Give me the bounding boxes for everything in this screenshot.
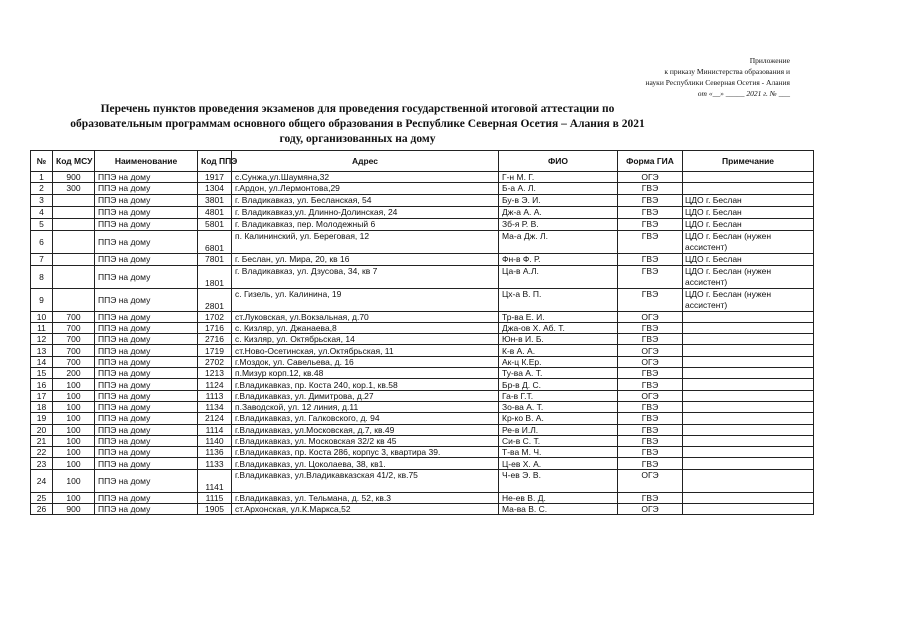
- table-row: [31, 334, 814, 345]
- row-number-cell: 9: [31, 288, 53, 311]
- title-line-2: образовательным программам основного общего образования в Республике Северная Осетия – Алания в 2021: [70, 118, 645, 130]
- table-row: [31, 401, 814, 412]
- address-cell: г.Владикавказ, ул. Цоколаева, 38, кв1.: [232, 458, 499, 469]
- fio-cell: Б-а А. Л.: [499, 183, 618, 194]
- address-cell: с. Кизляр, ул. Джанаева,8: [232, 322, 499, 333]
- address-cell: г.Моздок, ул. Савельева, д. 16: [232, 356, 499, 367]
- ppe-name-cell: ППЭ на дому: [95, 390, 198, 401]
- table-row: [31, 413, 814, 424]
- row-number-cell: 19: [31, 413, 53, 424]
- ppe-name-cell: ППЭ на дому: [95, 172, 198, 183]
- row-number-cell: 15: [31, 368, 53, 379]
- ppe-code-cell: 6801: [198, 230, 232, 253]
- ppe-code-cell: 2124: [198, 413, 232, 424]
- msu-code-cell: [53, 230, 95, 253]
- col-fio-header: ФИО: [499, 151, 618, 172]
- row-number-cell: 17: [31, 390, 53, 401]
- col-note-header: Примечание: [683, 151, 814, 172]
- exam-form-cell: ГВЭ: [618, 288, 683, 311]
- fio-cell: Т-ва М. Ч.: [499, 447, 618, 458]
- note-cell: [683, 368, 814, 379]
- note-cell: ЦДО г. Беслан (нужен ассистент): [683, 265, 814, 288]
- fio-cell: Дж-а А. А.: [499, 206, 618, 218]
- address-cell: г.Владикавказ, ул. Московская 32/2 кв 45: [232, 435, 499, 446]
- msu-code-cell: 100: [53, 379, 95, 390]
- msu-code-cell: [53, 253, 95, 265]
- address-cell: п.Мизур корп.12, кв.48: [232, 368, 499, 379]
- table-row: [31, 172, 814, 183]
- note-cell: [683, 334, 814, 345]
- address-cell: г.Ардон, ул.Лермонтова,29: [232, 183, 499, 194]
- row-number-cell: 12: [31, 334, 53, 345]
- table-row: [31, 368, 814, 379]
- ppe-name-cell: ППЭ на дому: [95, 458, 198, 469]
- ppe-code-cell: 1136: [198, 447, 232, 458]
- table-row: [31, 435, 814, 446]
- title-line-3: году, организованных на дому: [279, 133, 436, 145]
- exam-form-cell: ОГЭ: [618, 504, 683, 515]
- exam-form-cell: ГВЭ: [618, 218, 683, 230]
- fio-cell: Фн-в Ф. Р.: [499, 253, 618, 265]
- msu-code-cell: 700: [53, 322, 95, 333]
- table-row: [31, 447, 814, 458]
- ppe-name-cell: ППЭ на дому: [95, 322, 198, 333]
- table-row: [31, 379, 814, 390]
- msu-code-cell: 700: [53, 345, 95, 356]
- exam-form-cell: ГВЭ: [618, 334, 683, 345]
- appendix-title: Приложение: [749, 56, 790, 65]
- row-number-cell: 18: [31, 401, 53, 412]
- ppe-name-cell: ППЭ на дому: [95, 253, 198, 265]
- table-row: [31, 230, 814, 253]
- fio-cell: Джа-ов Х. Аб. Т.: [499, 322, 618, 333]
- fio-cell: К-в А. А.: [499, 345, 618, 356]
- table-body: [31, 172, 814, 515]
- address-cell: г.Владикавказ, ул.Московская, д.7, кв.49: [232, 424, 499, 435]
- ppe-code-cell: 1905: [198, 504, 232, 515]
- msu-code-cell: 100: [53, 447, 95, 458]
- row-number-cell: 13: [31, 345, 53, 356]
- table-row: [31, 469, 814, 492]
- exam-form-cell: ГВЭ: [618, 230, 683, 253]
- table-row: [31, 492, 814, 503]
- exam-points-table: [30, 150, 814, 515]
- exam-form-cell: ГВЭ: [618, 183, 683, 194]
- fio-cell: Не-ев В. Д.: [499, 492, 618, 503]
- document-title: [20, 102, 695, 147]
- note-cell: ЦДО г. Беслан (нужен ассистент): [683, 230, 814, 253]
- ppe-code-cell: 1115: [198, 492, 232, 503]
- exam-form-cell: ГВЭ: [618, 424, 683, 435]
- address-cell: с.Сунжа,ул.Шаумяна,32: [232, 172, 499, 183]
- note-cell: [683, 492, 814, 503]
- exam-form-cell: ГВЭ: [618, 458, 683, 469]
- address-cell: ст.Луковская, ул.Вокзальная, д.70: [232, 311, 499, 322]
- ppe-name-cell: ППЭ на дому: [95, 356, 198, 367]
- ppe-code-cell: 1114: [198, 424, 232, 435]
- msu-code-cell: 100: [53, 390, 95, 401]
- col-msu-header: Код МСУ: [53, 151, 95, 172]
- note-cell: [683, 401, 814, 412]
- ppe-code-cell: 1716: [198, 322, 232, 333]
- exam-form-cell: ГВЭ: [618, 492, 683, 503]
- fio-cell: Ма-а Дж. Л.: [499, 230, 618, 253]
- fio-cell: Зо-ва А. Т.: [499, 401, 618, 412]
- fio-cell: Ц-ев Х. А.: [499, 458, 618, 469]
- address-cell: п. Калининский, ул. Береговая, 12: [232, 230, 499, 253]
- note-cell: [683, 172, 814, 183]
- fio-cell: Бр-в Д. С.: [499, 379, 618, 390]
- row-number-cell: 22: [31, 447, 53, 458]
- address-cell: г. Владикавказ, ул. Бесланская, 54: [232, 194, 499, 206]
- msu-code-cell: 100: [53, 424, 95, 435]
- row-number-cell: 16: [31, 379, 53, 390]
- note-cell: ЦДО г. Беслан: [683, 218, 814, 230]
- fio-cell: Ак-ц К.Ер.: [499, 356, 618, 367]
- fio-cell: Бу-в Э. И.: [499, 194, 618, 206]
- note-cell: [683, 447, 814, 458]
- table-row: [31, 322, 814, 333]
- table-row: [31, 218, 814, 230]
- msu-code-cell: [53, 288, 95, 311]
- fio-cell: Ч-ев Э. В.: [499, 469, 618, 492]
- msu-code-cell: [53, 194, 95, 206]
- address-cell: ст.Ново-Осетинская, ул.Октябрьская, 11: [232, 345, 499, 356]
- address-cell: г. Владикавказ, пер. Молодежный 6: [232, 218, 499, 230]
- appendix-date-number: от «__» _____ 2021 г. № ___: [697, 89, 790, 98]
- address-cell: г.Владикавказ, ул. Галковского, д. 94: [232, 413, 499, 424]
- msu-code-cell: 100: [53, 458, 95, 469]
- table-row: [31, 458, 814, 469]
- msu-code-cell: 100: [53, 469, 95, 492]
- row-number-cell: 11: [31, 322, 53, 333]
- table-row: [31, 183, 814, 194]
- msu-code-cell: 100: [53, 492, 95, 503]
- note-cell: [683, 183, 814, 194]
- ppe-code-cell: 1304: [198, 183, 232, 194]
- ppe-name-cell: ППЭ на дому: [95, 183, 198, 194]
- msu-code-cell: 300: [53, 183, 95, 194]
- table-row: [31, 311, 814, 322]
- exam-form-cell: ГВЭ: [618, 413, 683, 424]
- msu-code-cell: 100: [53, 401, 95, 412]
- ppe-name-cell: ППЭ на дому: [95, 447, 198, 458]
- exam-form-cell: ОГЭ: [618, 172, 683, 183]
- address-cell: г.Владикавказ, ул. Димитрова, д.27: [232, 390, 499, 401]
- ppe-name-cell: ППЭ на дому: [95, 230, 198, 253]
- fio-cell: Си-в С. Т.: [499, 435, 618, 446]
- ppe-code-cell: 1801: [198, 265, 232, 288]
- table-row: [31, 194, 814, 206]
- ppe-name-cell: ППЭ на дому: [95, 401, 198, 412]
- fio-cell: Га-в Г.Т.: [499, 390, 618, 401]
- note-cell: ЦДО г. Беслан: [683, 253, 814, 265]
- fio-cell: Ца-в А.Л.: [499, 265, 618, 288]
- address-cell: ст.Архонская, ул.К.Маркса,52: [232, 504, 499, 515]
- address-cell: г. Беслан, ул. Мира, 20, кв 16: [232, 253, 499, 265]
- row-number-cell: 3: [31, 194, 53, 206]
- appendix-block: [560, 55, 790, 99]
- fio-cell: Ре-в И.Л.: [499, 424, 618, 435]
- table-row: [31, 253, 814, 265]
- ppe-name-cell: ППЭ на дому: [95, 424, 198, 435]
- row-number-cell: 21: [31, 435, 53, 446]
- ppe-code-cell: 2716: [198, 334, 232, 345]
- ppe-name-cell: ППЭ на дому: [95, 413, 198, 424]
- fio-cell: Кр-ко В. А.: [499, 413, 618, 424]
- table-row: [31, 504, 814, 515]
- row-number-cell: 7: [31, 253, 53, 265]
- exam-form-cell: ГВЭ: [618, 368, 683, 379]
- note-cell: [683, 469, 814, 492]
- msu-code-cell: [53, 265, 95, 288]
- ppe-code-cell: 1702: [198, 311, 232, 322]
- address-cell: с. Гизель, ул. Калинина, 19: [232, 288, 499, 311]
- ppe-code-cell: 1917: [198, 172, 232, 183]
- address-cell: г.Владикавказ, пр. Коста 240, кор.1, кв.58: [232, 379, 499, 390]
- row-number-cell: 10: [31, 311, 53, 322]
- ppe-name-cell: ППЭ на дому: [95, 206, 198, 218]
- row-number-cell: 5: [31, 218, 53, 230]
- col-name-header: Наименование: [95, 151, 198, 172]
- fio-cell: Тр-ва Е. И.: [499, 311, 618, 322]
- note-cell: [683, 458, 814, 469]
- ppe-name-cell: ППЭ на дому: [95, 435, 198, 446]
- note-cell: [683, 413, 814, 424]
- msu-code-cell: [53, 206, 95, 218]
- ppe-code-cell: 1213: [198, 368, 232, 379]
- address-cell: п.Заводской, ул. 12 линия, д.11: [232, 401, 499, 412]
- row-number-cell: 4: [31, 206, 53, 218]
- table-row: [31, 356, 814, 367]
- ppe-name-cell: ППЭ на дому: [95, 288, 198, 311]
- ppe-name-cell: ППЭ на дому: [95, 265, 198, 288]
- exam-form-cell: ГВЭ: [618, 379, 683, 390]
- exam-form-cell: ОГЭ: [618, 356, 683, 367]
- exam-form-cell: ГВЭ: [618, 253, 683, 265]
- note-cell: [683, 379, 814, 390]
- ppe-code-cell: 1140: [198, 435, 232, 446]
- note-cell: [683, 356, 814, 367]
- col-number-header: №: [31, 151, 53, 172]
- row-number-cell: 6: [31, 230, 53, 253]
- msu-code-cell: 100: [53, 435, 95, 446]
- table-row: [31, 390, 814, 401]
- address-cell: г.Владикавказ, ул.Владикавказская 41/2, кв.75: [232, 469, 499, 492]
- ppe-code-cell: 2801: [198, 288, 232, 311]
- msu-code-cell: 900: [53, 504, 95, 515]
- row-number-cell: 2: [31, 183, 53, 194]
- address-cell: г. Владикавказ, ул. Дзусова, 34, кв 7: [232, 265, 499, 288]
- ppe-code-cell: 3801: [198, 194, 232, 206]
- ppe-name-cell: ППЭ на дому: [95, 334, 198, 345]
- exam-form-cell: ГВЭ: [618, 401, 683, 412]
- note-cell: ЦДО г. Беслан: [683, 194, 814, 206]
- ppe-code-cell: 5801: [198, 218, 232, 230]
- ppe-name-cell: ППЭ на дому: [95, 311, 198, 322]
- ppe-code-cell: 1113: [198, 390, 232, 401]
- fio-cell: Ту-ва А. Т.: [499, 368, 618, 379]
- address-cell: г. Владикавказ,ул. Длинно-Долинская, 24: [232, 206, 499, 218]
- note-cell: ЦДО г. Беслан: [683, 206, 814, 218]
- row-number-cell: 23: [31, 458, 53, 469]
- exam-form-cell: ГВЭ: [618, 322, 683, 333]
- exam-form-cell: ГВЭ: [618, 447, 683, 458]
- ppe-code-cell: 1124: [198, 379, 232, 390]
- ppe-name-cell: ППЭ на дому: [95, 379, 198, 390]
- note-cell: [683, 311, 814, 322]
- msu-code-cell: 700: [53, 334, 95, 345]
- msu-code-cell: [53, 218, 95, 230]
- exam-form-cell: ГВЭ: [618, 206, 683, 218]
- appendix-order: к приказу Министерства образования и: [664, 67, 790, 76]
- note-cell: [683, 435, 814, 446]
- fio-cell: Цх-а В. П.: [499, 288, 618, 311]
- exam-form-cell: ОГЭ: [618, 311, 683, 322]
- msu-code-cell: 200: [53, 368, 95, 379]
- ppe-code-cell: 4801: [198, 206, 232, 218]
- table-row: [31, 265, 814, 288]
- address-cell: г.Владикавказ, ул. Тельмана, д. 52, кв.3: [232, 492, 499, 503]
- row-number-cell: 24: [31, 469, 53, 492]
- note-cell: [683, 504, 814, 515]
- row-number-cell: 26: [31, 504, 53, 515]
- row-number-cell: 8: [31, 265, 53, 288]
- exam-form-cell: ГВЭ: [618, 265, 683, 288]
- ppe-code-cell: 1134: [198, 401, 232, 412]
- ppe-code-cell: 2702: [198, 356, 232, 367]
- note-cell: [683, 322, 814, 333]
- table-row: [31, 345, 814, 356]
- ppe-name-cell: ППЭ на дому: [95, 504, 198, 515]
- row-number-cell: 20: [31, 424, 53, 435]
- ppe-name-cell: ППЭ на дому: [95, 345, 198, 356]
- appendix-ministry: науки Республики Северная Осетия - Алания: [645, 78, 790, 87]
- msu-code-cell: 100: [53, 413, 95, 424]
- exam-form-cell: ОГЭ: [618, 469, 683, 492]
- ppe-code-cell: 7801: [198, 253, 232, 265]
- exam-form-cell: ГВЭ: [618, 194, 683, 206]
- fio-cell: Г-н М. Г.: [499, 172, 618, 183]
- table-row: [31, 424, 814, 435]
- row-number-cell: 14: [31, 356, 53, 367]
- exam-form-cell: ОГЭ: [618, 345, 683, 356]
- table-row: [31, 206, 814, 218]
- ppe-name-cell: ППЭ на дому: [95, 469, 198, 492]
- address-cell: г.Владикавказ, пр. Коста 286, корпус 3, квартира 39.: [232, 447, 499, 458]
- note-cell: [683, 424, 814, 435]
- table-row: [31, 288, 814, 311]
- title-line-1: Перечень пунктов проведения экзаменов для проведения государственной итоговой аттестации по: [100, 103, 615, 115]
- ppe-name-cell: ППЭ на дому: [95, 218, 198, 230]
- exam-form-cell: ОГЭ: [618, 390, 683, 401]
- fio-cell: Ма-ва В. С.: [499, 504, 618, 515]
- note-cell: ЦДО г. Беслан (нужен ассистент): [683, 288, 814, 311]
- exam-form-cell: ГВЭ: [618, 435, 683, 446]
- table-header-row: [31, 151, 814, 172]
- msu-code-cell: 700: [53, 356, 95, 367]
- note-cell: [683, 390, 814, 401]
- row-number-cell: 1: [31, 172, 53, 183]
- fio-cell: Юн-в И. Б.: [499, 334, 618, 345]
- ppe-code-cell: 1141: [198, 469, 232, 492]
- ppe-code-cell: 1133: [198, 458, 232, 469]
- ppe-name-cell: ППЭ на дому: [95, 194, 198, 206]
- col-address-header: Адрес: [232, 151, 499, 172]
- ppe-name-cell: ППЭ на дому: [95, 368, 198, 379]
- ppe-name-cell: ППЭ на дому: [95, 492, 198, 503]
- col-ppe-header: Код ППЭ: [198, 151, 232, 172]
- col-form-header: Форма ГИА: [618, 151, 683, 172]
- fio-cell: Зб-я Р. В.: [499, 218, 618, 230]
- row-number-cell: 25: [31, 492, 53, 503]
- msu-code-cell: 700: [53, 311, 95, 322]
- ppe-code-cell: 1719: [198, 345, 232, 356]
- msu-code-cell: 900: [53, 172, 95, 183]
- address-cell: с. Кизляр, ул. Октябрьская, 14: [232, 334, 499, 345]
- note-cell: [683, 345, 814, 356]
